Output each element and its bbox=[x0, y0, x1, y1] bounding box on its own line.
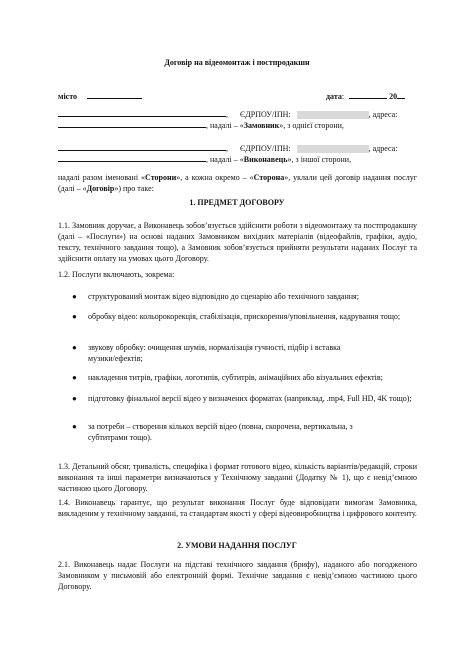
bullet-icon: ● bbox=[72, 394, 77, 403]
date-label: дата bbox=[326, 92, 342, 101]
bullet-item: ● підготовку фінальної версії відео у визначених форматах (наприклад, .mp4, Full HD, 4K тощо); bbox=[72, 394, 412, 403]
place-blank[interactable] bbox=[87, 90, 142, 99]
party2-name-blank[interactable] bbox=[58, 142, 226, 151]
date-blank[interactable] bbox=[349, 90, 387, 99]
party1-address-label: , адреса: bbox=[368, 110, 398, 119]
party1-name-blank[interactable] bbox=[58, 108, 226, 117]
bullet-icon: ● bbox=[72, 312, 77, 321]
party1-edrpou-field[interactable] bbox=[297, 111, 369, 119]
document-title: Договір на відеомонтаж і постпродакшн bbox=[164, 58, 310, 67]
bullet-item: ● обробку відео: кольорокорекція, стабілізація, прискорення/уповільнення, кадрування тощо; bbox=[72, 312, 401, 321]
party2-address-blank[interactable] bbox=[58, 153, 206, 162]
party1-line2: , надалі – «Замовник», з однієї сторони, bbox=[58, 119, 428, 131]
intro-paragraph: надалі разом іменовані «Сторони», а кожна окремо – «Сторона», уклали цей договір надання послуг (далі – «Договір») про таке: bbox=[58, 173, 417, 193]
clause-1-3: 1.3. Детальний обсяг, тривалість, специфіка і формат готового відео, кількість варіантів/редакцій, строки виконання та інші параметри визначаються у Технічному завданні (Додатку № 1), що є невід’ємною частиною цього Договору. bbox=[58, 462, 417, 493]
place-label: місто bbox=[58, 92, 78, 101]
bullet-item: ● звукову обробку: очищення шумів, нормалізація гучності, підбір і вставка музики/ефектів; bbox=[72, 343, 341, 363]
bullet-icon: ● bbox=[72, 373, 77, 382]
place-line bbox=[58, 90, 142, 102]
bullet-item: ● за потреби – створення кількох версій відео (повна, скорочена, вертикальна, з субтитрами тощо). bbox=[72, 422, 353, 442]
bullet-icon: ● bbox=[72, 292, 77, 301]
bullet-item: ● структурований монтаж відео відповідно до сценарію або технічного завдання; bbox=[72, 292, 359, 301]
section1-heading: 1. ПРЕДМЕТ ДОГОВОРУ bbox=[189, 198, 285, 207]
party2-edrpou-field[interactable] bbox=[297, 145, 369, 153]
clause-1-4: 1.4. Виконавець гарантує, що результат виконання Послуг буде відповідати вимогам Замовника, викладеним у технічному завданні, та стандартам якості у сфері відеовиробництва і цифрового контенту. bbox=[58, 498, 417, 518]
clause-2-1: 2.1. Виконавець надає Послуги на підставі технічного завдання (брифу), наданого або погодженого Замовником у письмовій або електронній формі. Технічне завдання є невід’ємною частиною цього Договору. bbox=[58, 560, 417, 591]
party1-address-blank[interactable] bbox=[58, 119, 206, 128]
clause-1-1: 1.1. Замовник доручає, а Виконавець зобов’язується здійснити роботи з відеомонтажу та постпродакшну (далі – «Послуги») на основі наданих Замовником вихідних матеріалів (відеофайлів, графіки, аудіо, тексту, технічного завдання тощо), а Замовник зобов’язується прийняти результати наданих Послуг та здійснити оплату на умовах цього Договору. bbox=[58, 221, 417, 263]
party2-address-label: , адреса: bbox=[368, 144, 398, 153]
party1-edrpou-label: ЄДРПОУ/ІПН: bbox=[240, 110, 291, 119]
date-line: дата: 20 bbox=[326, 90, 405, 102]
bullet-icon: ● bbox=[72, 422, 77, 431]
party2-line2: , надалі – «Виконавець», з іншої сторони, bbox=[58, 153, 428, 165]
party2-role: Виконавець bbox=[243, 155, 288, 164]
party1-role: Замовник bbox=[243, 121, 280, 130]
bullet-icon: ● bbox=[72, 343, 77, 352]
year-prefix: 20 bbox=[389, 92, 398, 101]
party2-edrpou-label: ЄДРПОУ/ІПН: bbox=[240, 144, 291, 153]
section2-heading: 2. УМОВИ НАДАННЯ ПОСЛУГ bbox=[177, 541, 297, 550]
party1-line1: , ЄДРПОУ/ІПН: , адреса: bbox=[58, 108, 428, 120]
clause-1-2: 1.2. Послуги включають, зокрема: bbox=[58, 270, 175, 279]
party2-line1: , ЄДРПОУ/ІПН: , адреса: bbox=[58, 142, 428, 154]
year-blank[interactable] bbox=[397, 90, 405, 99]
bullet-item: ● накладення титрів, графіки, логотипів, субтитрів, анімаційних або візуальних ефектів; bbox=[72, 373, 383, 382]
